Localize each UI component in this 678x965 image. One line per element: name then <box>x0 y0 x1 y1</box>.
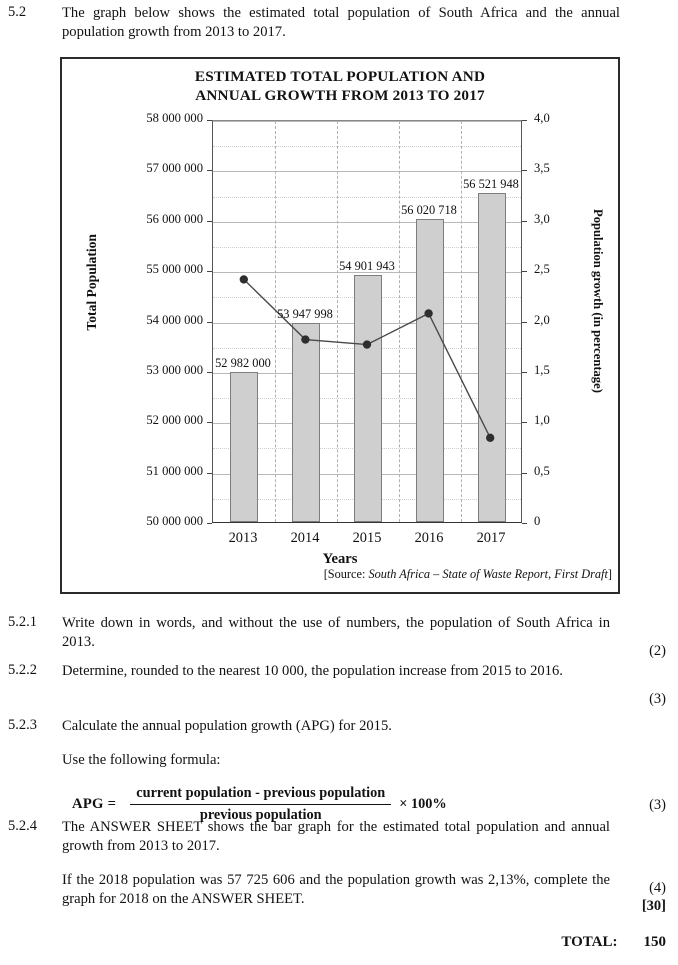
y-axis-tick-label-right: 1,5 <box>534 362 550 377</box>
y-axis-tick-mark-left <box>207 422 212 423</box>
y-axis-tick-mark-left <box>207 221 212 222</box>
y-axis-tick-label-right: 3,5 <box>534 161 550 176</box>
y-axis-tick-mark-right <box>522 422 527 423</box>
total-value: 150 <box>643 934 666 950</box>
y-axis-tick-mark-left <box>207 271 212 272</box>
y-axis-tick-label-left: 54 000 000 <box>146 312 203 327</box>
chart-title-line2: ANNUAL GROWTH FROM 2013 TO 2017 <box>195 87 485 104</box>
question-5-2-3 <box>0 717 678 825</box>
question-number: 5.2.4 <box>8 818 37 834</box>
question-text: The graph below shows the estimated total population of South Africa and the annual population growth from 2013 to 2017. <box>62 5 620 40</box>
y-axis-tick-mark-left <box>207 372 212 373</box>
growth-line-marker <box>240 275 248 283</box>
source-prefix: [Source: <box>323 567 369 581</box>
y-axis-tick-mark-left <box>207 473 212 474</box>
y-axis-tick-mark-right <box>522 372 527 373</box>
y-axis-tick-mark-right <box>522 473 527 474</box>
y-axis-tick-mark-right <box>522 170 527 171</box>
question-5-2-4 <box>0 818 678 909</box>
plot-wrapper <box>62 59 618 592</box>
question-5-2-intro <box>0 4 660 42</box>
y-axis-tick-mark-right <box>522 271 527 272</box>
section-total: [30] <box>641 898 666 914</box>
question-number: 5.2 <box>8 4 27 20</box>
growth-line-marker <box>424 309 432 317</box>
y-axis-tick-label-right: 0 <box>534 514 541 528</box>
y-axis-tick-label-right: 2,0 <box>534 312 550 327</box>
question-text: Write down in words, and without the use of numbers, the population of South Africa in 2013. <box>62 615 610 650</box>
formula-lhs: APG = <box>72 796 117 812</box>
x-axis-tick-label: 2017 <box>476 530 506 546</box>
formula-denominator: previous population <box>130 804 391 825</box>
question-text: The ANSWER SHEET shows the bar graph for the estimated total population and annual growth from 2013 to 2017. <box>62 819 610 854</box>
question-text: Calculate the annual population growth (APG) for 2015. <box>62 718 392 734</box>
y-axis-tick-label-right: 4,0 <box>534 111 550 125</box>
question-number: 5.2.1 <box>8 614 37 630</box>
y-axis-tick-label-left: 51 000 000 <box>146 463 203 478</box>
bar-data-label: 56 521 948 <box>463 177 519 192</box>
grand-total <box>561 934 666 951</box>
growth-line-marker <box>363 340 371 348</box>
question-5-2-1 <box>0 614 678 659</box>
y-axis-tick-label-left: 50 000 000 <box>146 514 203 528</box>
x-axis-tick-label: 2016 <box>414 530 444 546</box>
growth-line-marker <box>301 335 309 343</box>
bar-data-label: 56 020 718 <box>401 202 457 217</box>
formula-numerator: current population - previous population <box>136 785 386 801</box>
y-axis-tick-label-left: 55 000 000 <box>146 262 203 277</box>
x-axis-tick-label: 2015 <box>352 530 382 546</box>
y-axis-tick-label-right: 0,5 <box>534 463 550 478</box>
bar-data-label: 53 947 998 <box>277 307 333 322</box>
y-axis-tick-label-left: 53 000 000 <box>146 362 203 377</box>
chart-figure <box>60 57 620 594</box>
y-axis-tick-mark-right <box>522 221 527 222</box>
source-title: South Africa – State of Waste Report, First Draft <box>368 567 608 581</box>
marks: (4) <box>649 880 666 896</box>
y-axis-tick-label-left: 56 000 000 <box>146 211 203 226</box>
source-suffix: ] <box>607 567 612 581</box>
y-axis-tick-mark-left <box>207 120 212 121</box>
question-text: Determine, rounded to the nearest 10 000, the population increase from 2015 to 2016. <box>62 663 563 679</box>
bar-data-label: 52 982 000 <box>215 355 271 370</box>
y-axis-tick-mark-right <box>522 523 527 524</box>
y-axis-tick-mark-left <box>207 170 212 171</box>
growth-line-marker <box>486 434 494 442</box>
x-axis-title: Years <box>322 551 358 567</box>
y-axis-tick-mark-left <box>207 523 212 524</box>
question-subtext: Use the following formula: <box>62 752 221 768</box>
question-number: 5.2.2 <box>8 662 37 678</box>
x-axis-tick-label: 2013 <box>228 530 258 546</box>
y-axis-title-left: Total Population <box>84 234 99 331</box>
question-body <box>62 818 678 909</box>
marks: (2) <box>649 643 666 659</box>
question-5-2-2 <box>0 662 678 707</box>
bar-data-label: 54 901 943 <box>339 259 395 274</box>
marks: (3) <box>649 691 666 707</box>
y-axis-tick-mark-right <box>522 120 527 121</box>
y-axis-tick-label-left: 58 000 000 <box>146 111 203 125</box>
question-number: 5.2.3 <box>8 717 37 733</box>
chart-title-line1: ESTIMATED TOTAL POPULATION AND <box>194 68 486 85</box>
x-axis-tick-label: 2014 <box>290 530 320 546</box>
y-axis-tick-label-left: 57 000 000 <box>146 161 203 176</box>
total-label: TOTAL: <box>561 934 618 950</box>
question-subtext: If the 2018 population was 57 725 606 and the population growth was 2,13%, complete the graph for 2018 on the ANSWER SHEET. <box>62 872 610 907</box>
formula-tail: × 100% <box>399 796 447 812</box>
y-axis-tick-label-left: 52 000 000 <box>146 413 203 428</box>
y-axis-tick-label-right: 1,0 <box>534 413 550 428</box>
marks: (3) <box>649 797 666 813</box>
question-body <box>62 717 678 825</box>
y-axis-tick-mark-right <box>522 322 527 323</box>
y-axis-title-right: Population growth (in percentage) <box>591 209 605 393</box>
source-citation <box>324 567 612 582</box>
y-axis-tick-mark-left <box>207 322 212 323</box>
y-axis-tick-label-right: 3,0 <box>534 211 550 226</box>
y-axis-tick-label-right: 2,5 <box>534 262 550 277</box>
